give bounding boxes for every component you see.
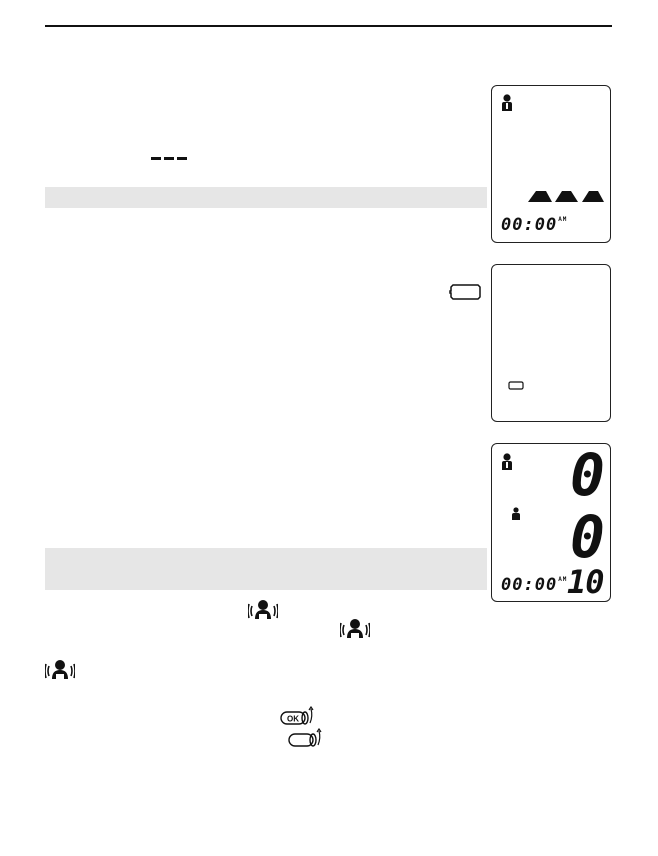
lcd-time <box>501 215 567 235</box>
lcd-display-2 <box>491 264 611 422</box>
person-icon <box>501 94 513 111</box>
top-rule <box>45 25 612 27</box>
battery-icon <box>508 381 524 390</box>
svg-text:OK: OK <box>287 714 299 724</box>
lcd-time-value: 00:00 <box>501 575 558 595</box>
triangle-markers <box>527 189 605 203</box>
baby-icon <box>45 659 75 681</box>
lcd-time-suffix: AM <box>558 216 568 223</box>
dashes-icon <box>150 154 188 162</box>
section-band <box>45 187 487 208</box>
section-band <box>45 548 487 590</box>
lcd-time <box>501 575 567 595</box>
small-person-icon <box>511 507 521 520</box>
baby-icon <box>248 599 278 621</box>
lcd-display-3 <box>491 443 611 602</box>
ok-button-icon <box>280 706 316 726</box>
person-icon <box>501 453 513 470</box>
baby-icon <box>340 618 370 640</box>
lcd-time-value: 00:00 <box>501 215 558 235</box>
battery-icon <box>449 284 482 300</box>
counter-digits: 10 <box>567 563 604 601</box>
blank-button-icon <box>288 728 324 748</box>
lcd-time-suffix: AM <box>558 576 568 583</box>
lcd-display-1 <box>491 85 611 243</box>
top-digit: 0 <box>570 441 605 509</box>
bottom-digit: 0 <box>570 503 605 571</box>
